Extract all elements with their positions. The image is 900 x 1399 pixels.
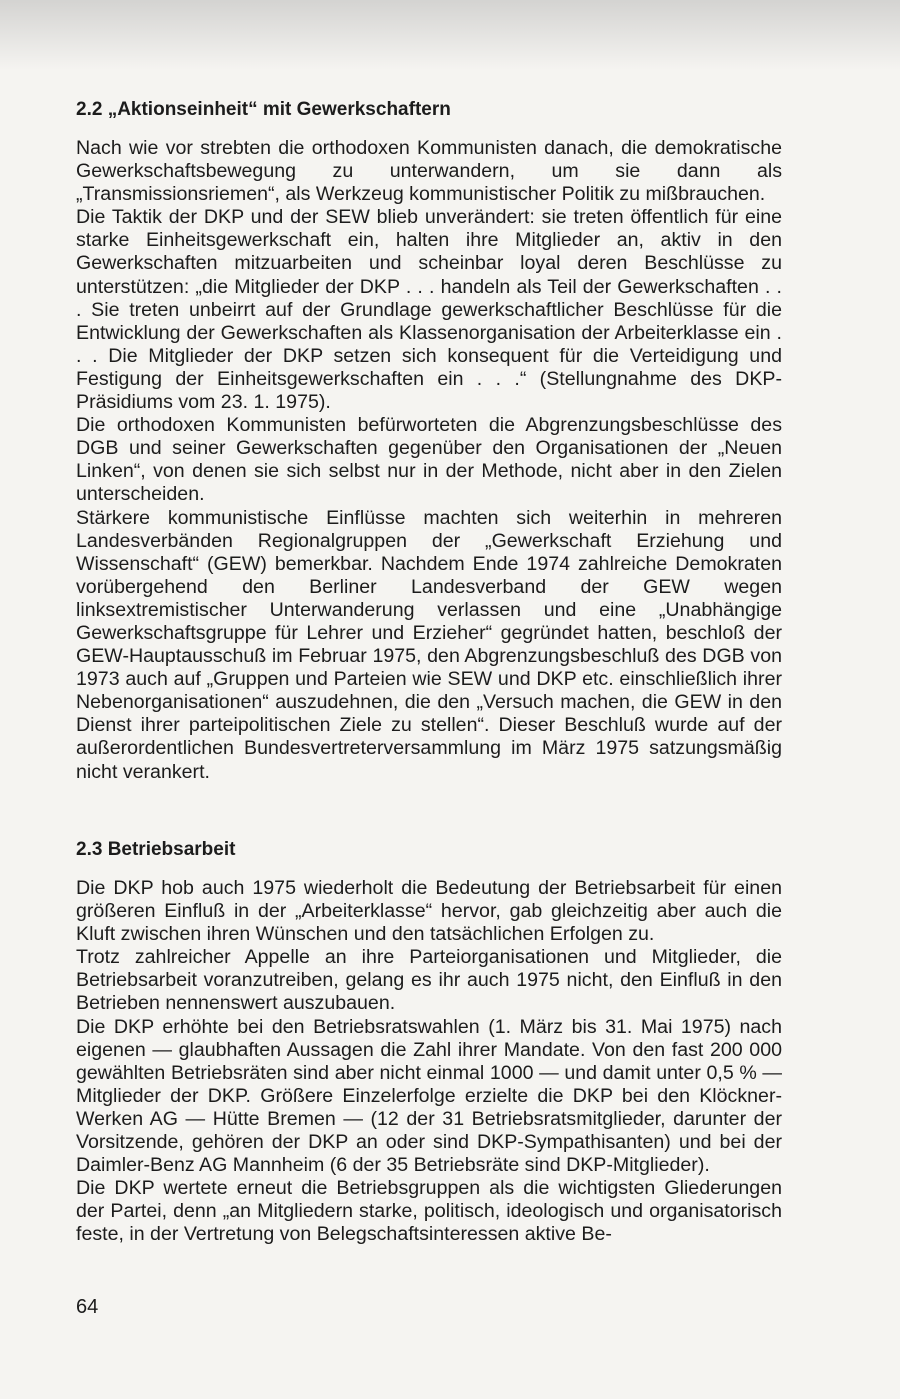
paragraph: Die DKP wertete erneut die Betriebsgruppen als die wichtigsten Gliederungen der Partei, denn „an Mitgliedern starke, politisch, ideologisch und organisatorisch feste, in der Vertretung von Belegschaftsinteressen aktive Be- [76,1177,782,1246]
section-heading-2-3: 2.3 Betriebsarbeit [76,839,236,860]
section-heading-2-2: 2.2 „Aktionseinheit“ mit Gewerkschaftern [76,99,451,120]
paragraph: Stärkere kommunistische Einflüsse machten sich weiterhin in mehreren Landesverbänden Regionalgruppen der „Gewerkschaft Erziehung und Wissenschaft“ (GEW) bemerkbar. Nachdem Ende 1974 zahlreiche Demokraten vorübergehend den Berliner Landesverband der GEW wegen linksextremistischer Unterwanderung verlassen und eine „Unabhängige Gewerkschaftsgruppe für Lehrer und Erzieher“ gegründet hatten, beschloß der GEW-Hauptausschuß im Februar 1975, den Abgrenzungsbeschluß des DGB von 1973 auch auf „Gruppen und Parteien wie SEW und DKP etc. einschließlich ihrer Nebenorganisationen“ auszudehnen, die den „Versuch machen, die GEW in den Dienst ihrer parteipolitischen Ziele zu stellen“. Dieser Beschluß wurde auf der außerordentlichen Bundesvertreterversammlung im März 1975 satzungsmäßig nicht verankert. [76,506,782,783]
paragraph: Trotz zahlreicher Appelle an ihre Parteiorganisationen und Mitglieder, die Betriebsarbeit voranzutreiben, gelang es ihr auch 1975 nicht, den Einfluß in den Betrieben nennenswert auszubauen. [76,946,782,1015]
paragraph: Nach wie vor strebten die orthodoxen Kommunisten danach, die demokratische Gewerkschaftsbewegung zu unterwandern, um sie dann als „Transmissionsriemen“, als Werkzeug kommunistischer Politik zu mißbrauchen. [76,137,782,206]
page-number: 64 [76,1296,99,1318]
paragraph: Die DKP hob auch 1975 wiederholt die Bedeutung der Betriebsarbeit für einen größeren Einfluß in der „Arbeiterklasse“ hervor, gab gleichzeitig aber auch die Kluft zwischen ihren Wünschen und den tatsächlichen Erfolgen zu. [76,877,782,946]
paragraph: Die orthodoxen Kommunisten befürworteten die Abgrenzungsbeschlüsse des DGB und seiner Gewerkschaften gegenüber den Organisationen der „Neuen Linken“, von denen sie sich selbst nur in der Methode, nicht aber in den Zielen unterscheiden. [76,414,782,506]
section-2-2-body [76,137,782,784]
paragraph: Die Taktik der DKP und der SEW blieb unverändert: sie treten öffentlich für eine starke Einheitsgewerkschaft ein, halten ihre Mitglieder an, aktiv in den Gewerkschaften mitzuarbeiten und scheinbar loyal deren Beschlüsse zu unterstützen: „die Mitglieder der DKP . . . handeln als Teil der Gewerkschaften . . . Sie treten unbeirrt auf der Grundlage gewerkschaftlicher Beschlüsse für die Entwicklung der Gewerkschaften als Klassenorganisation der Arbeiterklasse ein . . . Die Mitglieder der DKP setzen sich konsequent für die Verteidigung und Festigung der Einheitsgewerkschaften ein . . .“ (Stellungnahme des DKP-Präsidiums vom 23. 1. 1975). [76,206,782,414]
section-2-3-body [76,877,782,1247]
paragraph: Die DKP erhöhte bei den Betriebsratswahlen (1. März bis 31. Mai 1975) nach eigenen — glaubhaften Aussagen die Zahl ihrer Mandate. Von den fast 200 000 gewählten Betriebsräten sind aber nicht einmal 1000 — und damit unter 0,5 % — Mitglieder der DKP. Größere Einzelerfolge erzielte die DKP bei den Klöckner-Werken AG — Hütte Bremen — (12 der 31 Betriebsratsmitglieder, darunter der Vorsitzende, gehören der DKP an oder sind DKP-Sympathisanten) und bei der Daimler-Benz AG Mannheim (6 der 35 Betriebsräte sind DKP-Mitglieder). [76,1015,782,1177]
scan-shadow [0,0,900,70]
